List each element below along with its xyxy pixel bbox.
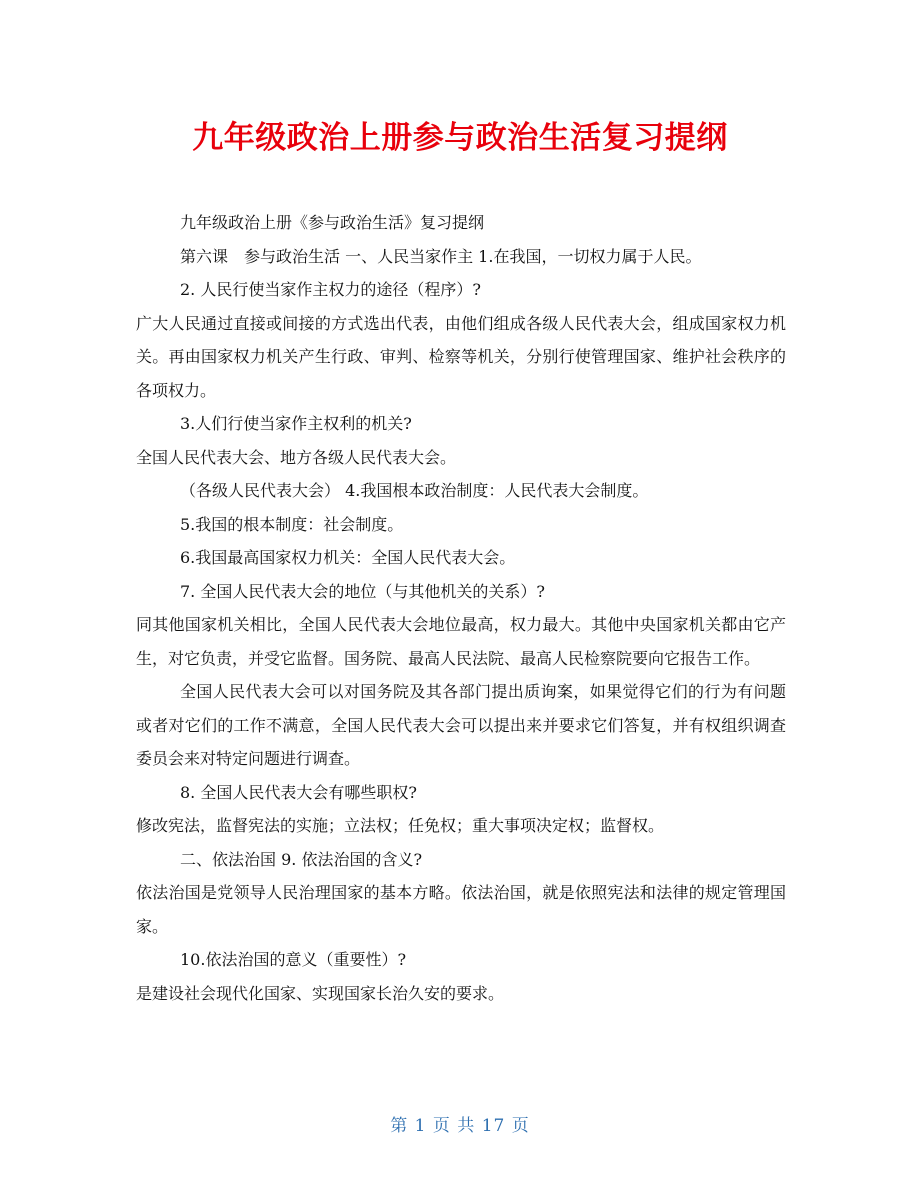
paragraph: 同其他国家机关相比，全国人民代表大会地位最高，权力最大。其他中央国家机关都由它产生，对它负责，并受它监督。国务院、最高人民法院、最高人民检察院要向它报告工作。 (136, 615, 786, 668)
paragraph: 是建设社会现代化国家、实现国家长治久安的要求。 (136, 983, 505, 1003)
paragraph: 10.依法治国的意义（重要性）? (180, 950, 407, 969)
paragraph: 二、依法治国 9. 依法治国的含义? (180, 849, 423, 869)
paragraph: 5.我国的根本制度：社会制度。 (180, 514, 404, 534)
paragraph: 九年级政治上册《参与政治生活》复习提纲 (180, 213, 485, 232)
paragraph: 全国人民代表大会可以对国务院及其各部门提出质询案，如果觉得它们的行为有问题或者对它们的工作不满意，全国人民代表大会可以提出来并要求它们答复，并有权组织调查委员会来对特定问题进行调查。 (136, 682, 786, 768)
paragraph: 广大人民通过直接或间接的方式选出代表，由他们组成各级人民代表大会，组成国家权力机关。再由国家权力机关产生行政、审判、检察等机关，分别行使管理国家、维护社会秩序的各项权力。 (136, 313, 786, 400)
paragraph: 2. 人民行使当家作主权力的途径（程序）? (180, 280, 481, 299)
document-title: 九年级政治上册参与政治生活复习提纲 (192, 120, 728, 156)
paragraph: 依法治国是党领导人民治理国家的基本方略。依法治国，就是依照宪法和法律的规定管理国家。 (136, 883, 786, 936)
page-number-footer: 第 1 页 共 17 页 (390, 1116, 530, 1136)
paragraph: 全国人民代表大会、地方各级人民代表大会。 (136, 447, 457, 467)
paragraph: （各级人民代表大会） 4.我国根本政治制度：人民代表大会制度。 (180, 481, 649, 500)
paragraph: 3.人们行使当家作主权利的机关? (180, 414, 412, 433)
paragraph: 7. 全国人民代表大会的地位（与其他机关的关系）? (180, 581, 545, 601)
paragraph: 第六课 参与政治生活 一、人民当家作主 1.在我国，一切权力属于人民。 (180, 246, 702, 266)
paragraph: 6.我国最高国家权力机关：全国人民代表大会。 (180, 548, 516, 567)
paragraph: 修改宪法，监督宪法的实施；立法权；任免权；重大事项决定权；监督权。 (136, 816, 665, 835)
document-body (136, 206, 786, 1010)
paragraph: 8. 全国人民代表大会有哪些职权? (180, 782, 417, 802)
